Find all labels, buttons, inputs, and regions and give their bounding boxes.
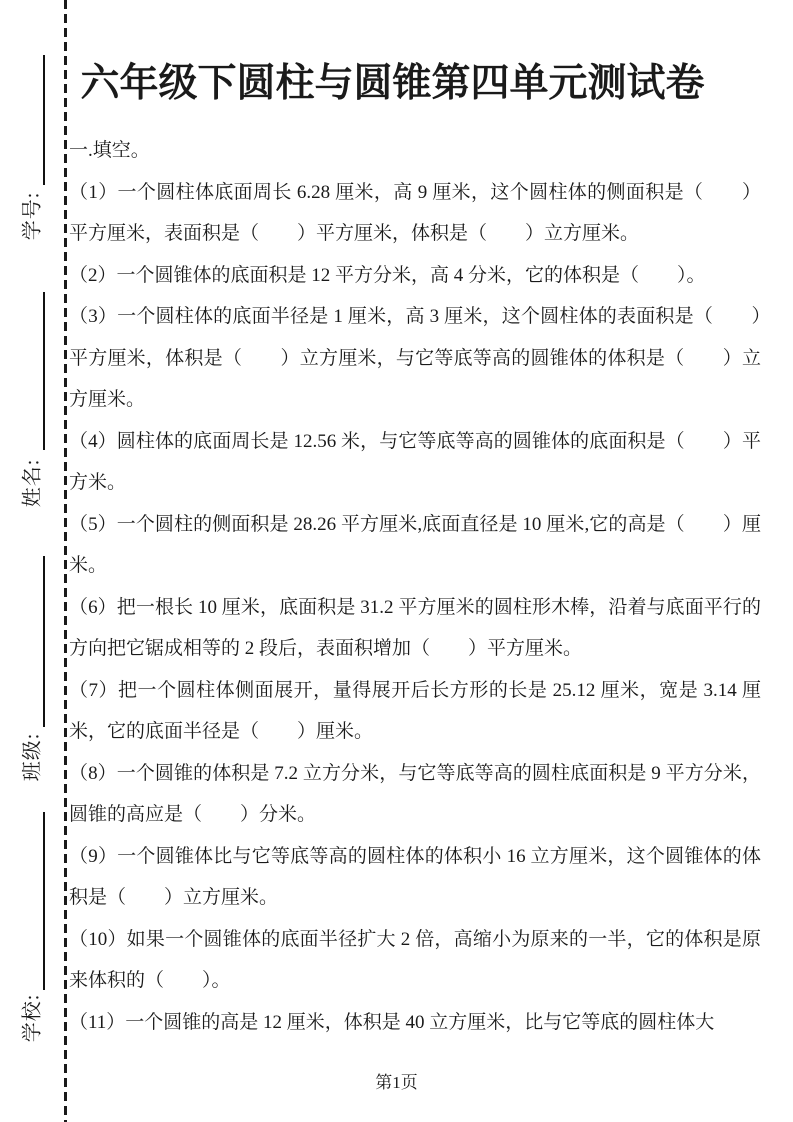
question-3: （3）一个圆柱体的底面半径是 1 厘米，高 3 厘米，这个圆柱体的表面积是（ ）平方厘米，体积是（ ）立方厘米，与它等底等高的圆锥体的体积是（ ）立方厘米。 <box>69 306 761 410</box>
school-label: 学校: <box>21 993 44 1043</box>
name-blank-line <box>43 292 45 450</box>
seal-dashed-line <box>64 0 67 1122</box>
class-label: 班级: <box>21 732 44 782</box>
question-4: （4）圆柱体的底面周长是 12.56 米，与它等底等高的圆锥体的底面积是（ ）平方米。 <box>69 430 761 493</box>
section-heading: 一.填空。 <box>69 140 150 161</box>
question-8: （8）一个圆锥的体积是 7.2 立方分米，与它等底等高的圆柱底面积是 9 平方分米，圆锥的高应是（ ）分米。 <box>69 762 761 825</box>
question-5: （5）一个圆柱的侧面积是 28.26 平方厘米,底面直径是 10 厘米,它的高是（ ）厘米。 <box>69 513 761 576</box>
student-id-label: 学号: <box>21 191 44 241</box>
class-blank-line <box>43 556 45 727</box>
school-blank-line <box>43 812 45 990</box>
exam-body <box>69 0 761 1043</box>
question-10: （10）如果一个圆锥体的底面半径扩大 2 倍，高缩小为原来的一半，它的体积是原来体积的（ ）。 <box>69 928 761 991</box>
question-7: （7）把一个圆柱体侧面展开，量得展开后长方形的长是 25.12 厘米，宽是 3.14 厘米，它的底面半径是（ ）厘米。 <box>69 679 761 742</box>
question-2: （2）一个圆锥体的底面积是 12 平方分米，高 4 分米，它的体积是（ ）。 <box>69 264 706 286</box>
question-6: （6）把一根长 10 厘米，底面积是 31.2 平方厘米的圆柱形木棒，沿着与底面平行的方向把它锯成相等的 2 段后，表面积增加（ ）平方厘米。 <box>69 596 761 659</box>
name-label: 姓名: <box>21 458 44 508</box>
question-9: （9）一个圆锥体比与它等底等高的圆柱体的体积小 16 立方厘米，这个圆锥体的体积是（ ）立方厘米。 <box>69 845 761 908</box>
question-11: （11）一个圆锥的高是 12 厘米，体积是 40 立方厘米，比与它等底的圆柱体大 <box>69 1011 715 1033</box>
question-1: （1）一个圆柱体底面周长 6.28 厘米，高 9 厘米，这个圆柱体的侧面积是（ ）平方厘米，表面积是（ ）平方厘米，体积是（ ）立方厘米。 <box>69 181 761 244</box>
page-title: 六年级下圆柱与圆锥第四单元测试卷 <box>80 62 705 105</box>
page-number: 第1页 <box>375 1073 418 1092</box>
